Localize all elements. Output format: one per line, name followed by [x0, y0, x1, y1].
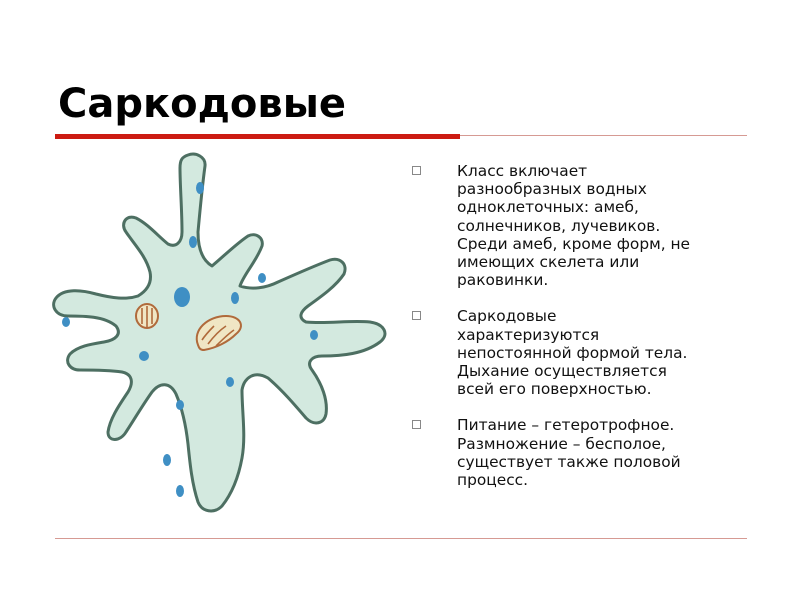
footer-rule [55, 538, 747, 539]
square-bullet-icon [412, 420, 421, 429]
bullet-item [410, 307, 750, 398]
bullet-list [410, 162, 750, 507]
bullet-item [410, 416, 750, 489]
title-underline-accent [55, 134, 460, 139]
square-bullet-icon [412, 311, 421, 320]
amoeba-nucleus [136, 304, 158, 328]
square-bullet-icon [412, 166, 421, 175]
amoeba-illustration [30, 150, 400, 540]
bullet-item [410, 162, 750, 289]
bullet-text: Класс включает разнообразных водных одноклеточных: амеб, солнечников, лучевиков. Среди амеб, кроме форм, не имеющих скелета или раковинки. [457, 162, 691, 290]
bullet-text: Саркодовые характеризуются непостоянной формой тела. Дыхание осуществляется всей его поверхностью. [457, 307, 688, 399]
bullet-text: Питание – гетеротрофное. Размножение – бесполое, существует также половой процесс. [457, 416, 681, 490]
slide-title: Саркодовые [58, 81, 347, 127]
